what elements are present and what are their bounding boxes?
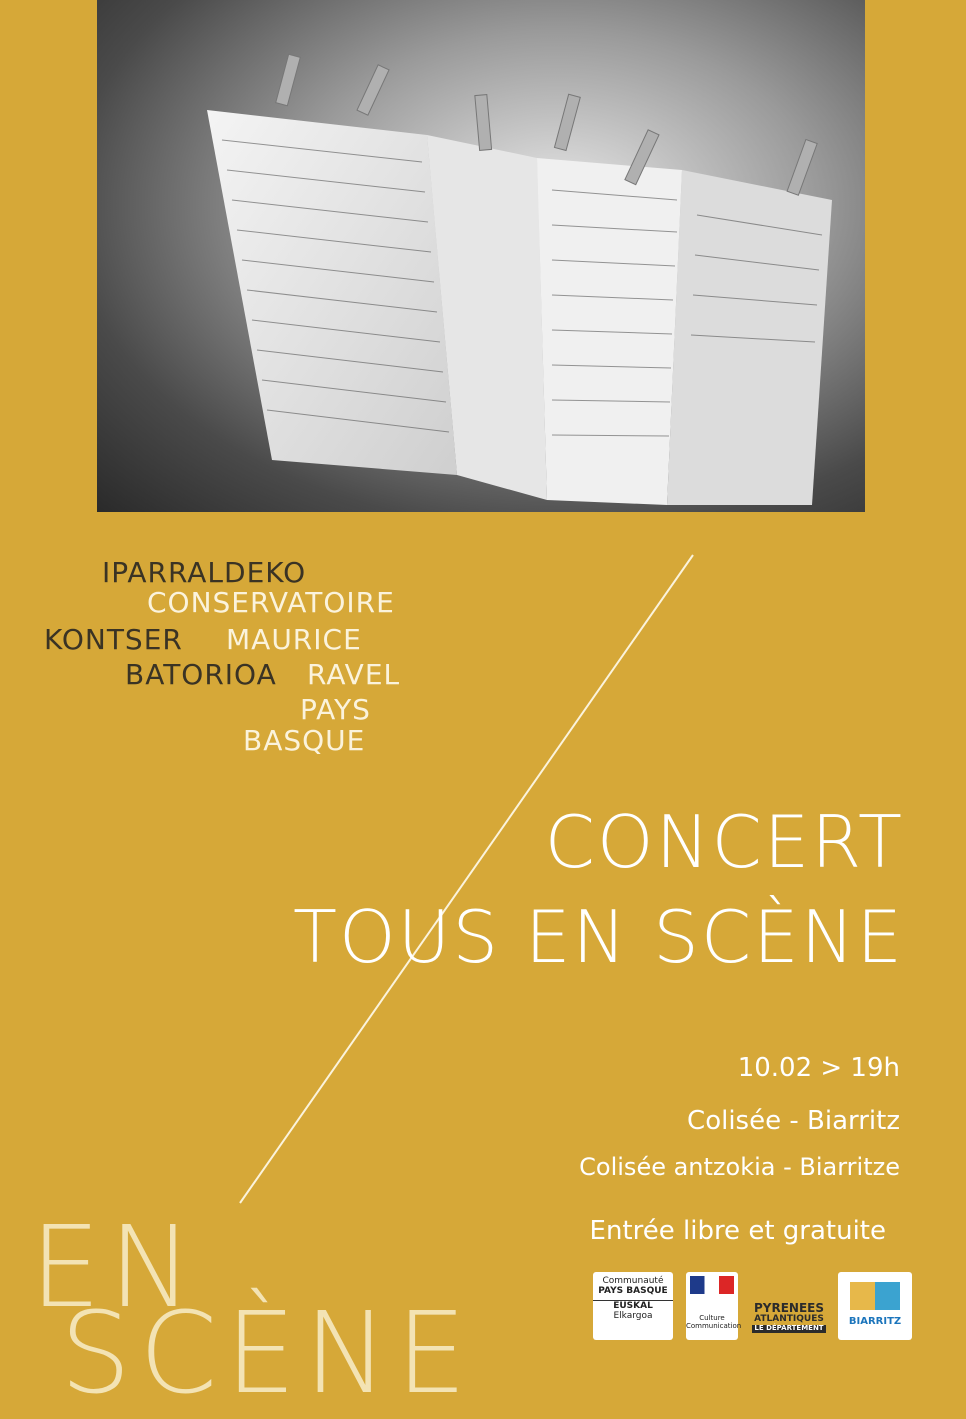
conservatoire-line3a: KONTSER	[44, 623, 183, 656]
biarritz-label: BIARRITZ	[848, 1316, 902, 1327]
title-line2: TOUS EN SCÈNE	[293, 895, 904, 979]
conservatoire-line1: IPARRALDEKO	[102, 556, 307, 589]
conservatoire-line3b: MAURICE	[226, 623, 362, 656]
pyrenees-logo	[752, 1272, 826, 1340]
conservatoire-line4b: RAVEL	[307, 658, 401, 691]
pyrenees-line1: PYRENEES	[753, 1301, 824, 1315]
conservatoire-line6: BASQUE	[243, 724, 366, 757]
title-line1: CONCERT	[544, 800, 904, 884]
biarritz-mark-icon	[850, 1282, 900, 1310]
event-venue-eu: Colisée antzokia - Biarritze	[579, 1153, 900, 1181]
event-date-time: 10.02 > 19h	[737, 1053, 900, 1083]
event-venue-fr: Colisée - Biarritz	[687, 1106, 900, 1136]
watermark-scene: SCÈNE	[60, 1289, 475, 1419]
agglo-pays-basque-logo	[593, 1272, 673, 1340]
agglo-line2: PAYS BASQUE	[598, 1286, 668, 1296]
french-flag-icon	[690, 1276, 734, 1294]
watermark-en: EN	[30, 1203, 201, 1333]
agglo-line3: EUSKAL	[593, 1300, 673, 1311]
conservatoire-line4a: BATORIOA	[125, 658, 277, 691]
biarritz-logo	[838, 1272, 912, 1340]
conservatoire-line2: CONSERVATOIRE	[147, 586, 395, 619]
prefet-logo	[686, 1272, 742, 1340]
agglo-line4: Elkargoa	[613, 1311, 653, 1321]
conservatoire-line5: PAYS	[300, 693, 371, 726]
event-entry: Entrée libre et gratuite	[589, 1216, 886, 1246]
prefet-text: Culture Communication	[686, 1314, 742, 1330]
pyrenees-line3: LE DÉPARTEMENT	[752, 1325, 826, 1333]
agglo-line1: Communauté	[602, 1276, 664, 1286]
pyrenees-line2: ATLANTIQUES	[754, 1314, 824, 1325]
